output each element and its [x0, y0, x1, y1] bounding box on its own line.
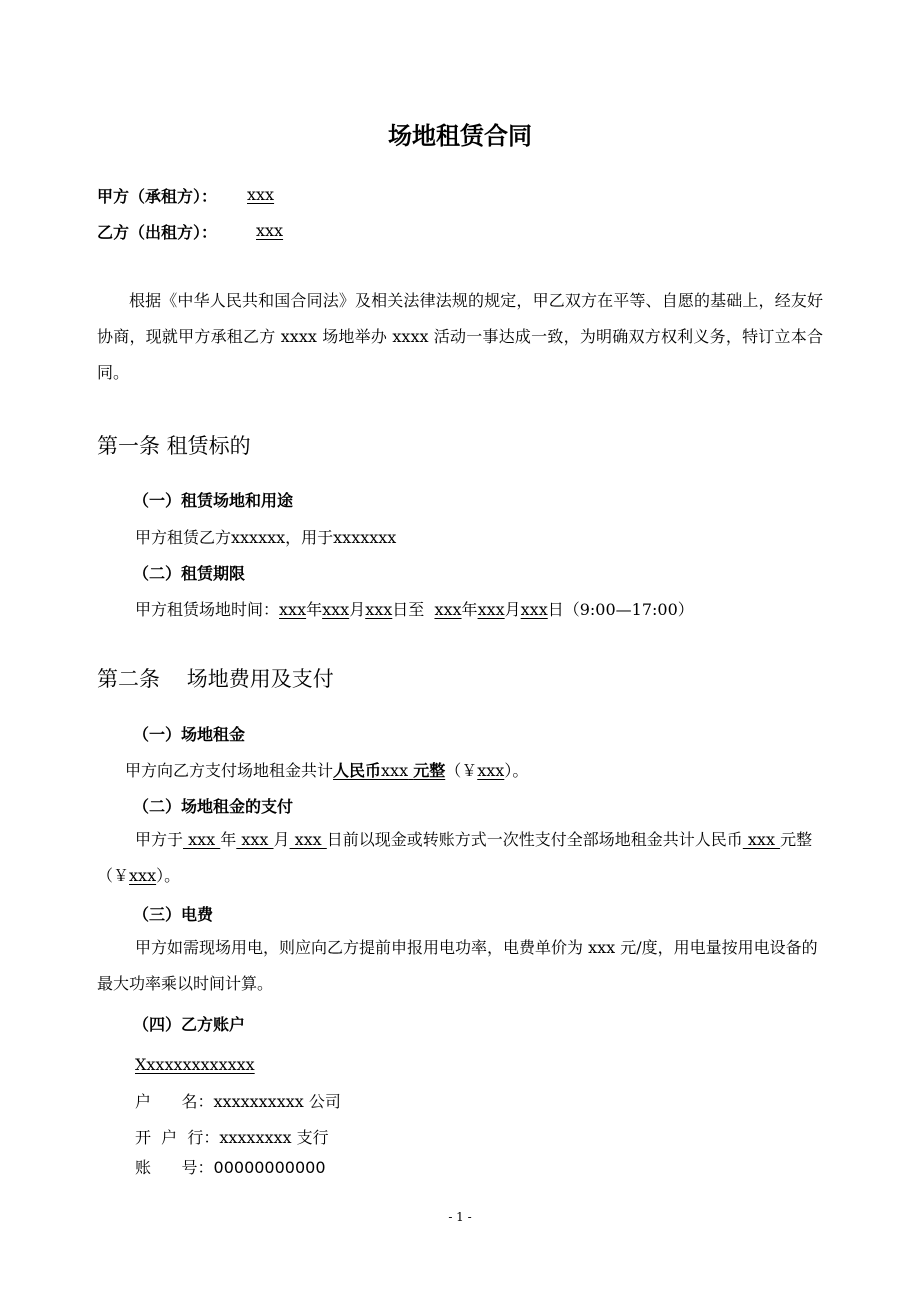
- account-name-label: 户 名：: [135, 1092, 214, 1111]
- lease-term-line: [135, 597, 694, 620]
- payment-month-char: 月: [273, 830, 290, 849]
- account-name-value: xxxxxxxxxx 公司: [213, 1092, 341, 1111]
- payment-unit: 元整（￥: [97, 830, 813, 885]
- article-1-sub1-text: 甲方租赁乙方xxxxxx，用于xxxxxxx: [135, 528, 397, 547]
- article-2-heading: 第二条 场地费用及支付: [97, 667, 334, 691]
- lease-end-month: xxx: [477, 600, 505, 619]
- payment-paragraph: [97, 822, 823, 894]
- payment-year: xxx: [183, 830, 221, 849]
- payment-close: ）。: [156, 866, 181, 885]
- rent-amount: xxx: [381, 761, 409, 780]
- year-char: 年: [461, 600, 478, 619]
- account-name-row: [135, 1089, 341, 1112]
- account-number-label: 账 号：: [135, 1158, 214, 1177]
- rent-line: [125, 758, 528, 781]
- article-2-sub3-heading: （三）电费: [133, 905, 214, 924]
- rent-prefix: 甲方向乙方支付场地租金共计: [125, 761, 334, 780]
- rent-paren-close: ）。: [504, 761, 529, 780]
- electricity-paragraph: 甲方如需现场用电，则应向乙方提前申报用电功率，电费单价为 xxx 元/度，用电量按用电设备的最大功率乘以时间计算。: [97, 938, 818, 993]
- article-2-sub1-heading: （一）场地租金: [133, 725, 246, 744]
- rent-paren-open: （￥: [445, 761, 478, 780]
- month-char: 月: [504, 600, 521, 619]
- lease-end-year: xxx: [434, 600, 462, 619]
- party-a-value: xxx: [247, 185, 275, 204]
- payment-month: xxx: [236, 830, 274, 849]
- lease-end-day: xxx: [520, 600, 548, 619]
- rent-rmb: 人民币: [333, 761, 382, 780]
- article-2-sub4-heading: （四）乙方账户: [133, 1015, 246, 1034]
- account-number-value: 00000000000: [213, 1158, 326, 1177]
- payment-middle: 日前以现金或转账方式一次性支付全部场地租金共计人民币: [326, 830, 743, 849]
- account-branch-value: xxxxxxxx 支行: [219, 1128, 329, 1147]
- article-2-sub2-heading: （二）场地租金的支付: [133, 797, 294, 816]
- day-to: 日至: [392, 600, 425, 619]
- article-1-sub1-heading: （一）租赁场地和用途: [133, 491, 294, 510]
- year-char: 年: [306, 600, 323, 619]
- lease-term-prefix: 甲方租赁场地时间：: [135, 600, 280, 619]
- account-branch-row: [135, 1125, 329, 1148]
- lease-term-suffix: 日（9:00—17:00）: [547, 600, 694, 619]
- payment-paren-amount: xxx: [129, 866, 157, 885]
- lease-start-day: xxx: [365, 600, 393, 619]
- account-number-row: [135, 1155, 326, 1178]
- party-b-label: 乙方（出租方）：: [97, 223, 218, 242]
- rent-unit: 元整: [413, 761, 446, 780]
- payment-prefix: 甲方于: [135, 830, 184, 849]
- party-b-value: xxx: [256, 221, 284, 240]
- page-title: 场地租赁合同: [388, 122, 532, 150]
- rent-paren-amount: xxx: [477, 761, 505, 780]
- article-1-heading: 第一条 租赁标的: [97, 434, 251, 458]
- payment-amount: xxx: [742, 830, 781, 849]
- month-char: 月: [349, 600, 366, 619]
- payment-day: xxx: [289, 830, 327, 849]
- account-bank: Xxxxxxxxxxxxx: [135, 1055, 255, 1074]
- lease-start-year: xxx: [279, 600, 307, 619]
- page-number: - 1 -: [448, 1210, 472, 1224]
- lease-start-month: xxx: [322, 600, 350, 619]
- payment-year-char: 年: [220, 830, 237, 849]
- article-1-sub2-heading: （二）租赁期限: [133, 564, 246, 583]
- account-branch-label: 开 户 行：: [135, 1128, 220, 1147]
- intro-paragraph: 根据《中华人民共和国合同法》及相关法律法规的规定，甲乙双方在平等、自愿的基础上，经友好协商，现就甲方承租乙方 xxxx 场地举办 xxxx 活动一事达成一致，为明确双方权利义务，特订立本合同。: [97, 291, 823, 382]
- party-a-label: 甲方（承租方）：: [97, 187, 218, 206]
